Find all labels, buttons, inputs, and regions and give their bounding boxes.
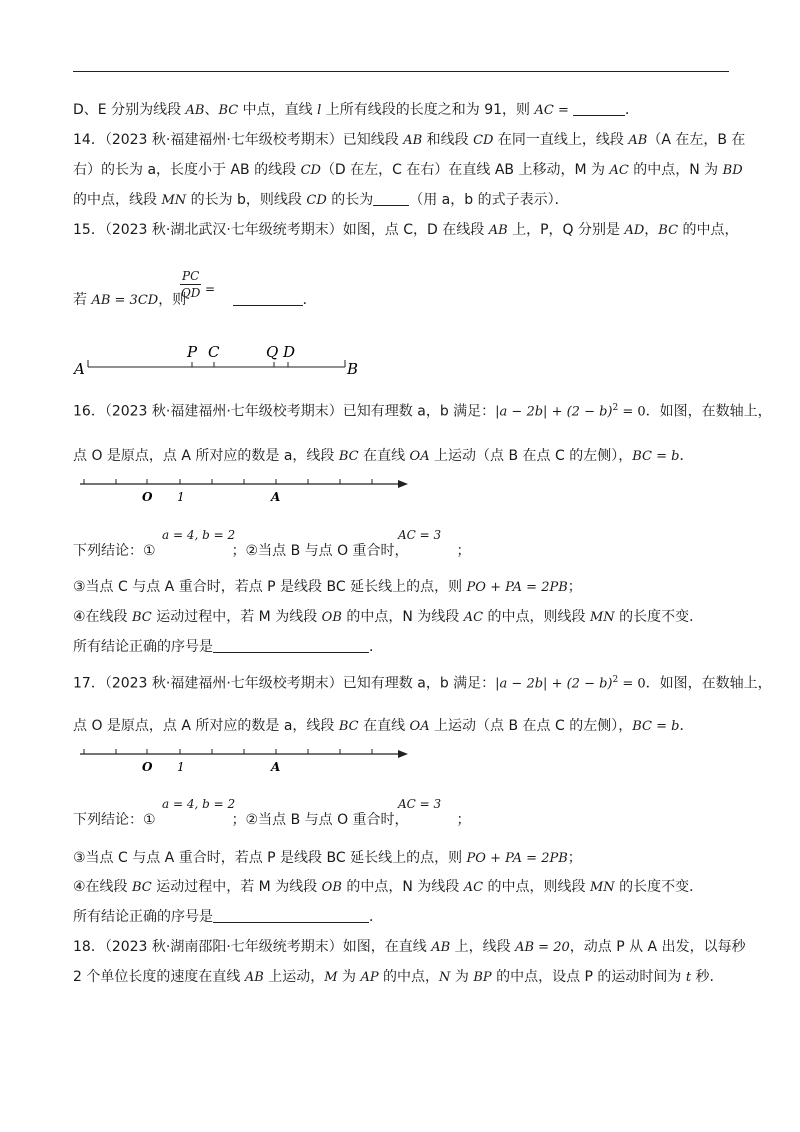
- label-P: P: [187, 343, 198, 361]
- q14-line1: 14．（2023 秋·福建福州·七年级校考期末）已知线段 AB 和线段 CD 在同一直线上，线段 AB（A 在左，B 在: [73, 132, 746, 148]
- label-A: A: [74, 360, 85, 378]
- axis-O: O: [142, 490, 153, 504]
- q17-line2: 点 O 是原点，点 A 所对应的数是 a，线段 BC 在直线 OA 上运动（点 B 在点 C 的左侧），BC = b．: [73, 718, 694, 734]
- q16-line4: ④在线段 BC 运动过程中，若 M 为线段 OB 的中点，N 为线段 AC 的中点，则线段 MN 的长度不变．: [73, 609, 704, 625]
- label-B: B: [347, 360, 359, 378]
- q18-line1: 18．（2023 秋·湖南邵阳·七年级统考期末）如图，在直线 AB 上，线段 AB = 20，动点 P 从 A 出发，以每秒: [73, 939, 746, 955]
- conclusion2-equation: AC = 3: [398, 528, 442, 542]
- q16-conclusions: 下列结论：① ；②当点 B 与点 O 重合时， ；: [73, 543, 471, 559]
- q16-line1: 16．（2023 秋·福建福州·七年级校考期末）已知有理数 a，b 满足：$|a - 2b| + (2 - b)^2 = 0$．如图，在数轴上，: [73, 403, 772, 420]
- conclusion1-equation: a = 4, b = 2: [162, 797, 236, 811]
- conclusion2-equation: AC = 3: [398, 797, 442, 811]
- q16-line2: 点 O 是原点，点 A 所对应的数是 a，线段 BC 在直线 OA 上运动（点 B 在点 C 的左侧），BC = b．: [73, 448, 694, 464]
- label-Q: Q: [266, 343, 279, 361]
- q15-line1: 15．（2023 秋·湖北武汉·七年级统考期末）如图，点 C，D 在线段 AB 上，P，Q 分别是 AD，BC 的中点，: [73, 222, 739, 238]
- q18-line2: 2 个单位长度的速度在直线 AB 上运动，M 为 AP 的中点，N 为 BP 的中点，设点 P 的运动时间为 t 秒．: [73, 969, 724, 985]
- label-C: C: [208, 343, 220, 361]
- axis-A: A: [271, 760, 281, 774]
- axis-1: 1: [177, 490, 185, 504]
- fraction-pc-qd: $\frac{PC}{QD}$: [180, 269, 201, 300]
- q15-line2: 若 AB = 3CD，则 ．: [73, 292, 317, 308]
- q16-line3: ③当点 C 与点 A 重合时，若点 P 是线段 BC 延长线上的点，则 PO + PA = 2PB；: [73, 579, 582, 595]
- fraction-equals: =: [205, 282, 216, 296]
- axis-1: 1: [177, 760, 185, 774]
- q14-line2: 右）的长为 a，长度小于 AB 的线段 CD（D 在左，C 在右）在直线 AB 上移动，M 为 AC 的中点，N 为 BD: [73, 162, 743, 178]
- q17-line3: ③当点 C 与点 A 重合时，若点 P 是线段 BC 延长线上的点，则 PO + PA = 2PB；: [73, 850, 582, 866]
- q17-line4: ④在线段 BC 运动过程中，若 M 为线段 OB 的中点，N 为线段 AC 的中点，则线段 MN 的长度不变．: [73, 879, 704, 895]
- q17-line5: 所有结论正确的序号是 ．: [73, 909, 383, 925]
- label-D: D: [283, 343, 296, 361]
- q14-line3: 的中点，线段 MN 的长为 b，则线段 CD 的长为 （用 a，b 的式子表示）．: [73, 192, 569, 208]
- answer-blank[interactable]: [213, 908, 369, 923]
- q17-line1: 17．（2023 秋·福建福州·七年级校考期末）已知有理数 a，b 满足：$|a - 2b| + (2 - b)^2 = 0$．如图，在数轴上，: [73, 675, 772, 692]
- q17-conclusions: 下列结论：① ；②当点 B 与点 O 重合时， ；: [73, 812, 471, 828]
- q16-line5: 所有结论正确的序号是 ．: [73, 639, 383, 655]
- conclusion1-equation: a = 4, b = 2: [162, 528, 236, 542]
- q13-tail: D、E 分别为线段 AB、BC 中点，直线 l 上所有线段的长度之和为 91，则 AC = ．: [73, 102, 639, 118]
- axis-O: O: [142, 760, 153, 774]
- axis-A: A: [271, 490, 281, 504]
